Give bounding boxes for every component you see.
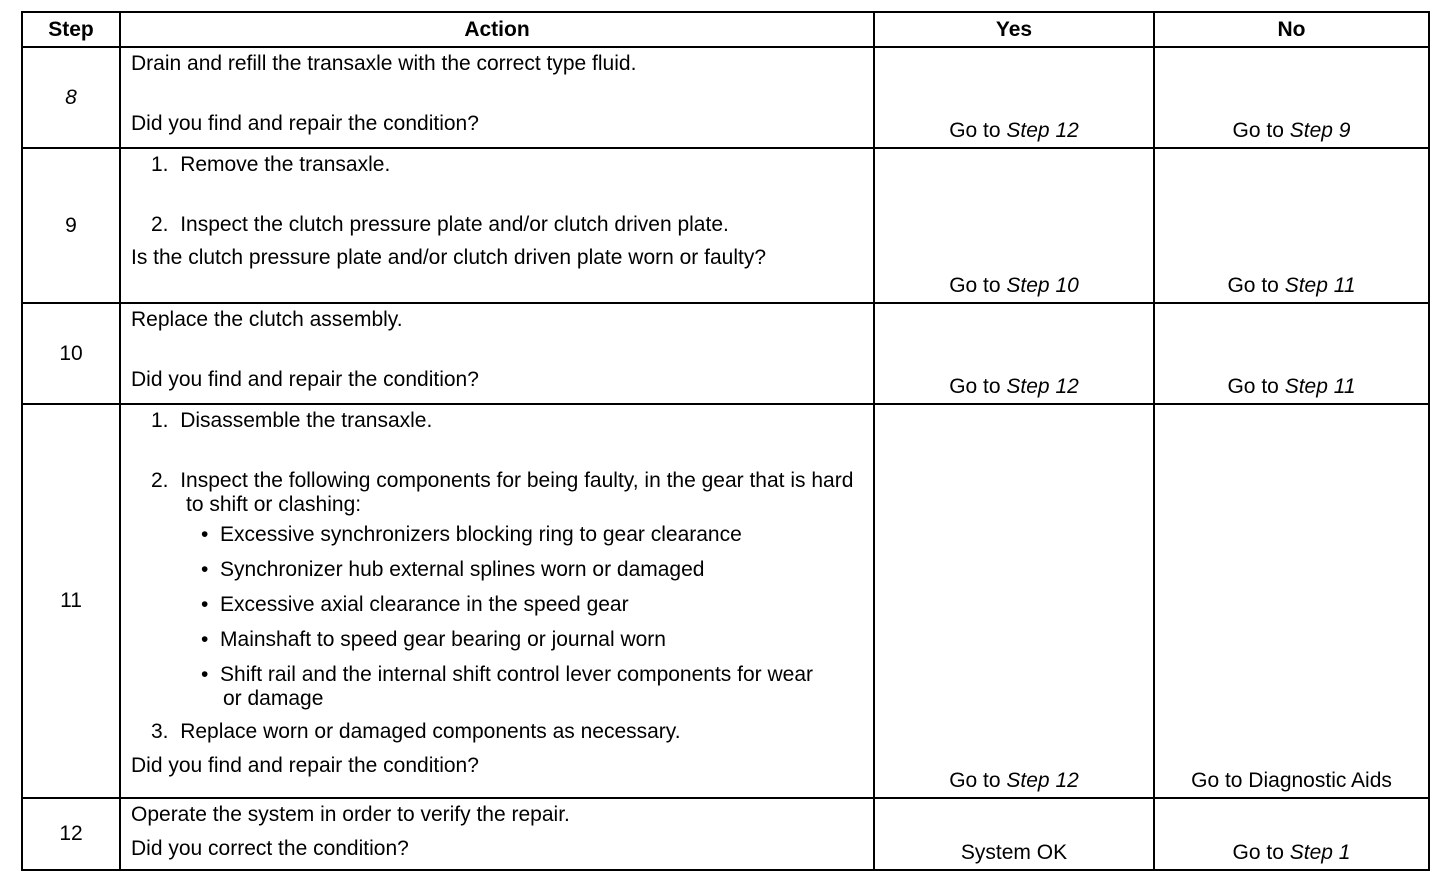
step-number: 12 bbox=[22, 798, 120, 870]
bullet-item: • Excessive synchronizers blocking ring to gear clearance bbox=[201, 523, 742, 546]
bullet-item: • Excessive axial clearance in the speed gear bbox=[201, 593, 629, 616]
numbered-step: 1. Remove the transaxle. bbox=[151, 153, 391, 176]
yes-prefix: Go to bbox=[949, 769, 1001, 792]
header-step: Step bbox=[22, 12, 120, 47]
no-diagnostic-aids-link[interactable]: Go to Diagnostic Aids bbox=[1191, 769, 1392, 792]
step-number: 9 bbox=[22, 148, 120, 303]
diagnostic-table bbox=[21, 11, 1430, 871]
no-prefix: Go to bbox=[1232, 119, 1284, 142]
action-cell bbox=[120, 303, 874, 404]
action-intro: Operate the system in order to verify the repair. bbox=[131, 803, 570, 826]
no-cell bbox=[1154, 798, 1429, 870]
yes-cell bbox=[874, 404, 1154, 798]
table-row-step-8 bbox=[22, 47, 1429, 148]
yes-cell bbox=[874, 798, 1154, 870]
action-cell bbox=[120, 148, 874, 303]
yes-cell bbox=[874, 303, 1154, 404]
no-step-link[interactable]: Step 1 bbox=[1289, 841, 1351, 864]
action-question: Did you find and repair the condition? bbox=[131, 754, 479, 777]
table-row-step-9 bbox=[22, 148, 1429, 303]
bullet-item: • Mainshaft to speed gear bearing or journal worn bbox=[201, 628, 666, 651]
yes-prefix: Go to bbox=[949, 375, 1001, 398]
no-prefix: Go to bbox=[1227, 375, 1279, 398]
no-prefix: Go to bbox=[1232, 841, 1284, 864]
numbered-step: 1. Disassemble the transaxle. bbox=[151, 409, 433, 432]
yes-step-link[interactable]: Step 12 bbox=[1006, 769, 1079, 792]
bullet-item: • Synchronizer hub external splines worn or damaged bbox=[201, 558, 705, 581]
step-number bbox=[22, 47, 120, 148]
action-cell bbox=[120, 47, 874, 148]
yes-step-link[interactable]: Step 12 bbox=[1006, 119, 1079, 142]
no-step-link[interactable]: Step 11 bbox=[1284, 375, 1356, 398]
step-number: 11 bbox=[22, 404, 120, 798]
table-row-step-12 bbox=[22, 798, 1429, 870]
yes-step-link[interactable]: Step 10 bbox=[1006, 274, 1079, 297]
action-intro: Replace the clutch assembly. bbox=[131, 308, 403, 331]
table-header-row bbox=[22, 12, 1429, 47]
table-row-step-10 bbox=[22, 303, 1429, 404]
no-step-link[interactable]: Step 11 bbox=[1284, 274, 1356, 297]
table-row-step-11 bbox=[22, 404, 1429, 798]
no-cell bbox=[1154, 303, 1429, 404]
action-question: Did you correct the condition? bbox=[131, 837, 409, 860]
bullet-item: • Shift rail and the internal shift control lever components for wear or damage bbox=[201, 663, 813, 710]
no-step-link[interactable]: Step 9 bbox=[1289, 119, 1351, 142]
action-cell bbox=[120, 798, 874, 870]
action-question: Did you find and repair the condition? bbox=[131, 368, 479, 391]
step-number: 10 bbox=[22, 303, 120, 404]
numbered-step: 3. Replace worn or damaged components as necessary. bbox=[151, 720, 681, 743]
action-cell bbox=[120, 404, 874, 798]
yes-system-ok: System OK bbox=[960, 841, 1068, 864]
action-question: Did you find and repair the condition? bbox=[131, 112, 479, 135]
yes-cell bbox=[874, 148, 1154, 303]
action-question: Is the clutch pressure plate and/or clutch driven plate worn or faulty? bbox=[131, 246, 767, 269]
header-no: No bbox=[1154, 12, 1429, 47]
yes-cell bbox=[874, 47, 1154, 148]
no-cell bbox=[1154, 148, 1429, 303]
no-cell bbox=[1154, 404, 1429, 798]
yes-step-link[interactable]: Step 12 bbox=[1006, 375, 1079, 398]
action-intro: Drain and refill the transaxle with the correct type fluid. bbox=[131, 52, 637, 75]
no-cell bbox=[1154, 47, 1429, 148]
numbered-step: 2. Inspect the clutch pressure plate and/or clutch driven plate. bbox=[151, 213, 729, 236]
yes-prefix: Go to bbox=[949, 119, 1001, 142]
numbered-step: 2. Inspect the following components for being faulty, in the gear that is hard to shift or clashing: bbox=[151, 469, 854, 516]
no-prefix: Go to bbox=[1227, 274, 1279, 297]
yes-prefix: Go to bbox=[949, 274, 1001, 297]
step-number-text: 8 bbox=[65, 85, 77, 109]
header-action: Action bbox=[120, 12, 874, 47]
header-yes: Yes bbox=[874, 12, 1154, 47]
